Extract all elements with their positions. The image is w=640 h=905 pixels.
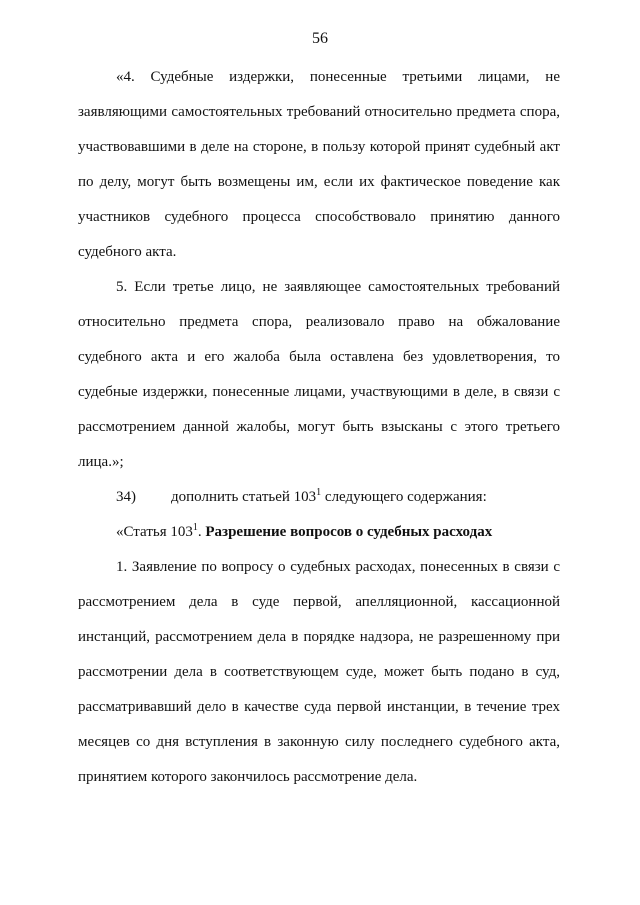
list-item-text-before: дополнить статьей 103	[171, 489, 317, 505]
paragraph-1: 1. Заявление по вопросу о судебных расходах, понесенных в связи с рассмотрением дела в суде первой, апелляционной, кассационной инстанций, рассмотрением дела в порядке надзора, не разрешенному при рассмотрении дела в соответствующем суде, может быть подано в суд, рассматривавший дело в качестве суда первой инстанции, в течение трех месяцев со дня вступления в законную силу последнего судебного акта, принятием которого закончилось рассмотрение дела.	[78, 559, 560, 785]
page-number: 56	[312, 30, 328, 47]
article-title: Разрешение вопросов о судебных расходах	[205, 524, 493, 540]
document-body	[78, 60, 560, 795]
article-heading	[78, 515, 560, 550]
paragraph-4: «4. Судебные издержки, понесенные третьими лицами, не заявляющими самостоятельных требований относительно предмета спора, участвовавшими в деле на стороне, в пользу которой принят судебный акт по делу, могут быть возмещены им, если их фактическое поведение как участников судебного процесса способствовало принятию данного судебного акта.	[78, 69, 560, 260]
article-superscript: 1	[192, 522, 198, 533]
list-item-superscript: 1	[316, 487, 322, 498]
article-dot: .	[197, 524, 206, 540]
article-prefix: «Статья 103	[116, 524, 193, 540]
list-item-number: 34)	[116, 489, 136, 505]
list-item-text-after: следующего содержания:	[321, 489, 487, 505]
paragraph-5: 5. Если третье лицо, не заявляющее самостоятельных требований относительно предмета спора, реализовало право на обжалование судебного акта и его жалоба была оставлена без удовлетворения, то судебные издержки, понесенные лицами, участвующими в деле, в связи с рассмотрением данной жалобы, могут быть взысканы с этого третьего лица.»;	[78, 279, 560, 470]
list-item-34	[78, 480, 560, 515]
